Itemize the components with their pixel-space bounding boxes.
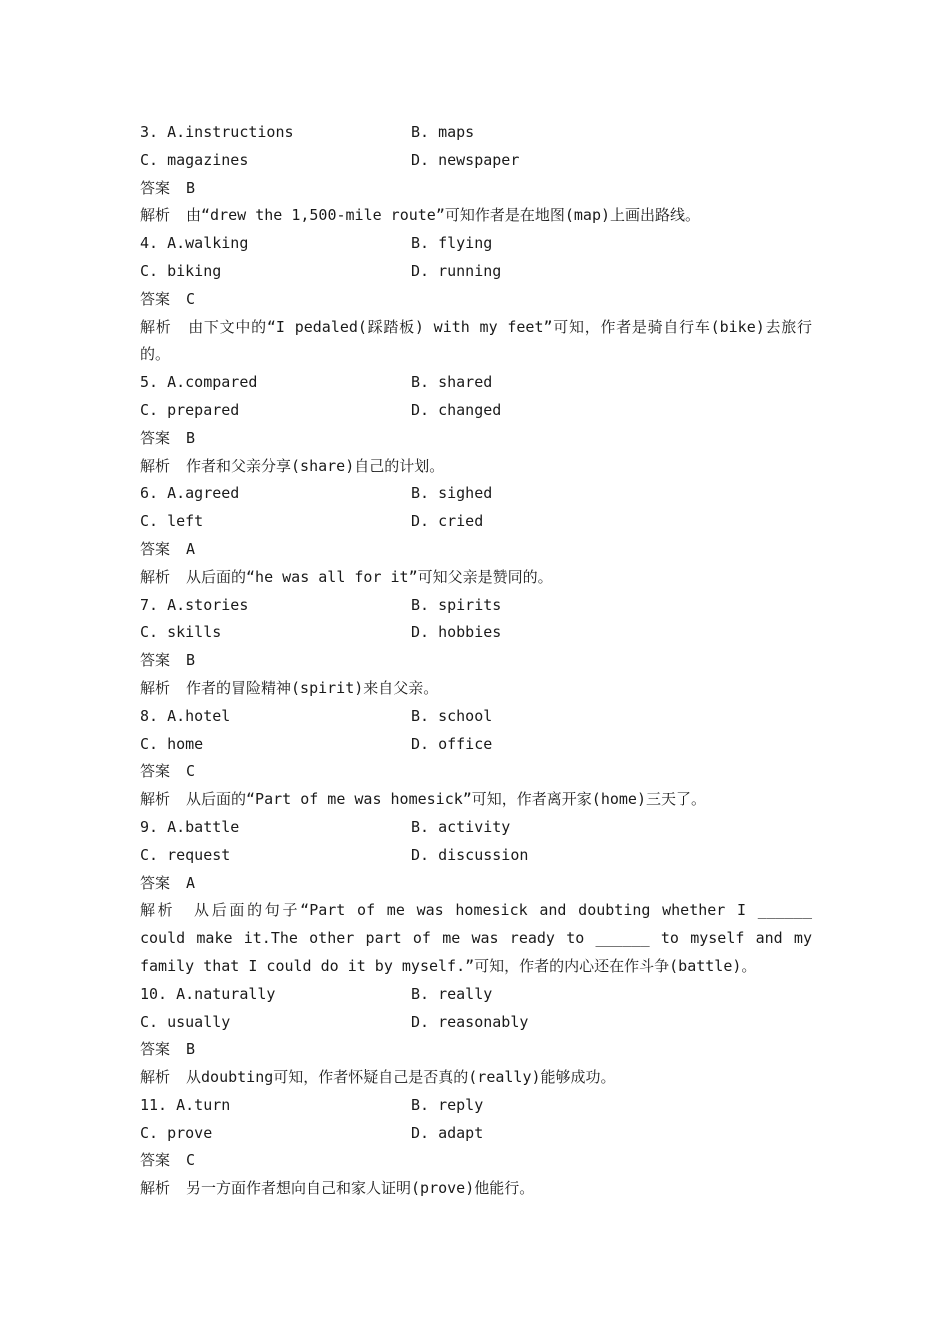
analysis-line xyxy=(140,1064,812,1092)
analysis-text: 另一方面作者想向自己和家人证明(prove)他能行。 xyxy=(186,1179,535,1198)
option-d: D. adapt xyxy=(411,1123,484,1142)
analysis-line xyxy=(140,1175,812,1203)
option-a: 10. A.naturally xyxy=(140,984,276,1003)
answer-label: 答案 xyxy=(140,1040,171,1059)
option-b: B. school xyxy=(411,706,493,725)
answer-value: A xyxy=(186,873,196,892)
answer-line xyxy=(140,425,812,453)
analysis-line xyxy=(140,314,812,370)
answer-value: A xyxy=(186,539,196,558)
answer-line xyxy=(140,536,812,564)
analysis-text: 从doubting可知，作者怀疑自己是否真的(really)能够成功。 xyxy=(186,1068,616,1087)
answer-label: 答案 xyxy=(140,178,171,197)
options-row xyxy=(140,1120,812,1148)
option-a: 5. A.compared xyxy=(140,373,258,392)
answer-line xyxy=(140,1036,812,1064)
options-row xyxy=(140,147,812,175)
options-row xyxy=(140,508,812,536)
option-a: 3. A.instructions xyxy=(140,123,294,141)
analysis-label: 解析 xyxy=(140,456,171,475)
option-c: C. magazines xyxy=(140,150,249,169)
options-row xyxy=(140,230,812,258)
option-b: B. spirits xyxy=(411,595,502,614)
answer-line xyxy=(140,286,812,314)
analysis-text: 由“drew the 1,500-mile route”可知作者是在地图(map)上画出路线。 xyxy=(186,206,701,225)
analysis-line xyxy=(140,202,812,230)
option-c: C. usually xyxy=(140,1012,231,1031)
exercise-document xyxy=(140,119,812,1203)
option-c: C. biking xyxy=(140,261,222,280)
options-row xyxy=(140,981,812,1009)
option-d: D. hobbies xyxy=(411,623,502,642)
option-c: C. skills xyxy=(140,623,222,642)
option-c: C. left xyxy=(140,512,204,531)
analysis-text: 作者和父亲分享(share)自己的计划。 xyxy=(186,456,445,475)
option-d: D. newspaper xyxy=(411,150,520,169)
options-row xyxy=(140,592,812,620)
options-row xyxy=(140,703,812,731)
analysis-text: 从后面的“he was all for it”可知父亲是赞同的。 xyxy=(186,567,553,586)
answer-label: 答案 xyxy=(140,428,171,447)
options-row xyxy=(140,480,812,508)
option-c: C. prepared xyxy=(140,400,240,419)
option-b: B. activity xyxy=(411,817,511,836)
options-row xyxy=(140,369,812,397)
option-a: 8. A.hotel xyxy=(140,706,231,725)
analysis-line xyxy=(140,786,812,814)
answer-value: B xyxy=(186,428,196,447)
option-b: B. maps xyxy=(411,123,475,141)
options-row xyxy=(140,119,812,147)
option-c: C. prove xyxy=(140,1123,213,1142)
option-c: C. request xyxy=(140,845,231,864)
option-d: D. office xyxy=(411,734,493,753)
options-row xyxy=(140,1092,812,1120)
answer-label: 答案 xyxy=(140,539,171,558)
options-row xyxy=(140,619,812,647)
answer-value: C xyxy=(186,289,196,308)
question-block xyxy=(140,1092,812,1203)
answer-line xyxy=(140,175,812,203)
answer-line xyxy=(140,758,812,786)
answer-label: 答案 xyxy=(140,651,171,670)
answer-value: B xyxy=(186,1040,196,1059)
option-d: D. discussion xyxy=(411,845,529,864)
answer-value: C xyxy=(186,1151,196,1170)
options-row xyxy=(140,1009,812,1037)
analysis-label: 解析 xyxy=(140,790,171,809)
options-row xyxy=(140,397,812,425)
answer-label: 答案 xyxy=(140,289,171,308)
option-b: B. reply xyxy=(411,1095,484,1114)
analysis-label: 解析 xyxy=(140,1179,171,1198)
analysis-label: 解析 xyxy=(140,206,171,225)
option-d: D. reasonably xyxy=(411,1012,529,1031)
answer-value: B xyxy=(186,178,196,197)
question-block xyxy=(140,703,812,814)
analysis-text: 从后面的“Part of me was homesick”可知，作者离开家(home)三天了。 xyxy=(186,790,706,809)
question-block xyxy=(140,480,812,591)
analysis-label: 解析 xyxy=(140,1068,171,1087)
answer-value: C xyxy=(186,762,196,781)
answer-label: 答案 xyxy=(140,762,171,781)
analysis-label: 解析 xyxy=(140,317,172,336)
options-row xyxy=(140,258,812,286)
option-b: B. sighed xyxy=(411,484,493,503)
options-row xyxy=(140,842,812,870)
question-block xyxy=(140,230,812,369)
answer-value: B xyxy=(186,651,196,670)
analysis-line xyxy=(140,564,812,592)
option-a: 4. A.walking xyxy=(140,234,249,253)
option-d: D. running xyxy=(411,261,502,280)
option-a: 7. A.stories xyxy=(140,595,249,614)
option-b: B. shared xyxy=(411,373,493,392)
options-row xyxy=(140,731,812,759)
analysis-label: 解析 xyxy=(140,901,176,920)
answer-line xyxy=(140,647,812,675)
analysis-line xyxy=(140,897,812,980)
answer-line xyxy=(140,1147,812,1175)
option-b: B. really xyxy=(411,984,493,1003)
analysis-line xyxy=(140,453,812,481)
analysis-text: 从后面的句子“Part of me was homesick and doubting whether I ______ could make it.The other part of me was ready to ______ to myself and my family that I could do it by myself.”可知，作者的内心还在作斗争(battle)。 xyxy=(140,901,812,975)
question-block xyxy=(140,119,812,230)
option-c: C. home xyxy=(140,734,204,753)
options-row xyxy=(140,814,812,842)
question-block xyxy=(140,814,812,981)
option-b: B. flying xyxy=(411,234,493,253)
question-block xyxy=(140,981,812,1092)
option-a: 6. A.agreed xyxy=(140,484,240,503)
option-d: D. changed xyxy=(411,400,502,419)
analysis-label: 解析 xyxy=(140,678,171,697)
answer-label: 答案 xyxy=(140,1151,171,1170)
analysis-text: 作者的冒险精神(spirit)来自父亲。 xyxy=(186,678,439,697)
question-block xyxy=(140,369,812,480)
analysis-text: 由下文中的“I pedaled(踩踏板) with my feet”可知，作者是骑自行车(bike)去旅行的。 xyxy=(140,317,812,364)
answer-label: 答案 xyxy=(140,873,171,892)
answer-line xyxy=(140,870,812,898)
option-d: D. cried xyxy=(411,512,484,531)
analysis-label: 解析 xyxy=(140,567,171,586)
option-a: 11. A.turn xyxy=(140,1095,231,1114)
analysis-line xyxy=(140,675,812,703)
question-block xyxy=(140,592,812,703)
option-a: 9. A.battle xyxy=(140,817,240,836)
